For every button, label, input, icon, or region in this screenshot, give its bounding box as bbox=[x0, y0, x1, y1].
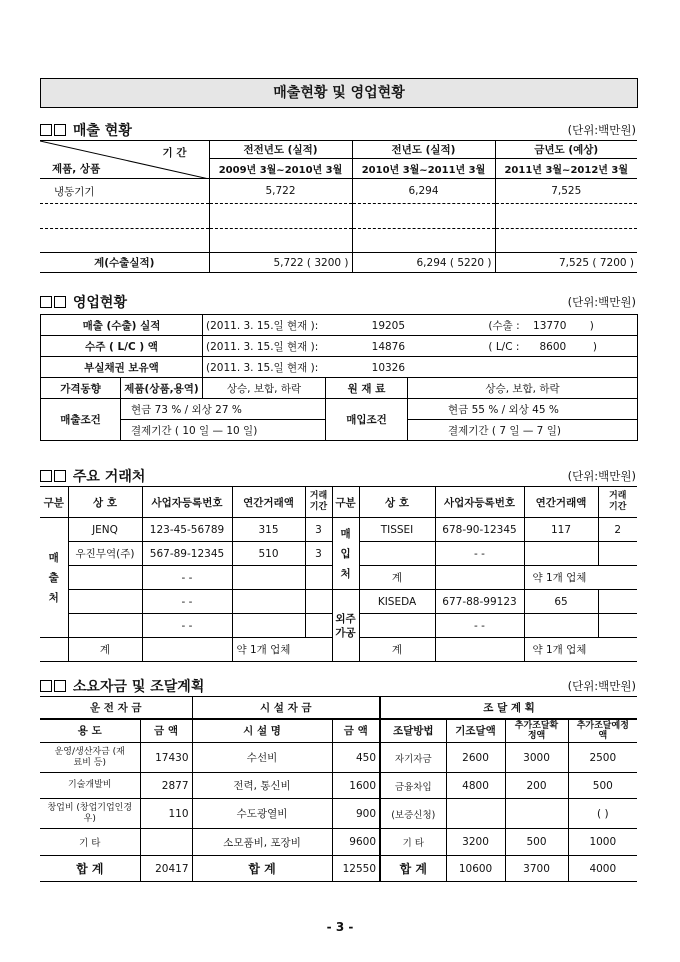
checkbox-icon bbox=[54, 296, 66, 308]
planned-amount: 500 bbox=[568, 773, 637, 799]
product-trend: 상승, 보합, 하락 bbox=[203, 378, 326, 399]
partner-name bbox=[359, 542, 435, 566]
sales-result-row bbox=[203, 315, 638, 336]
sales-total-label: 계 bbox=[68, 638, 142, 662]
partner-period: 3 bbox=[305, 542, 332, 566]
checkbox-icon bbox=[40, 470, 52, 482]
facility-amount: 450 bbox=[332, 743, 380, 773]
sales-result-label: 매출 (수출) 실적 bbox=[41, 315, 203, 336]
price-trend-label: 가격동향 bbox=[41, 378, 121, 399]
procurement-plan-header: 조 달 계 획 bbox=[380, 697, 637, 719]
sales-heading-text: 매출 현황 bbox=[72, 123, 132, 139]
use-header: 용 도 bbox=[40, 719, 140, 743]
partner-regno: - - bbox=[435, 614, 524, 638]
funding-heading bbox=[40, 676, 204, 696]
method-name: (보증신청) bbox=[380, 799, 446, 829]
funding-heading-text: 소요자금 및 조달계획 bbox=[72, 679, 205, 695]
method-header: 조달방법 bbox=[380, 719, 446, 743]
facility-amount: 9600 bbox=[332, 829, 380, 856]
use-name: 기술개발비 bbox=[40, 773, 140, 799]
sales-value: 5,722 bbox=[209, 179, 352, 204]
purchase-total: 약 1개 업체 bbox=[524, 566, 637, 590]
purchase-payment-period: 결제기간 ( 7 일 — 7 일) bbox=[408, 420, 638, 441]
partner-annual bbox=[232, 566, 305, 590]
f-amount-header: 금 액 bbox=[332, 719, 380, 743]
partner-name bbox=[359, 614, 435, 638]
sales-heading bbox=[40, 120, 132, 140]
checkbox-icon bbox=[54, 680, 66, 692]
partner-period bbox=[598, 542, 637, 566]
sales-diagonal-header bbox=[40, 141, 209, 179]
name-header: 상 호 bbox=[359, 487, 435, 518]
partner-regno: 678-90-12345 bbox=[435, 518, 524, 542]
col-header: 전년도 (실적) bbox=[352, 141, 495, 159]
planned-amount: 2500 bbox=[568, 743, 637, 773]
funding-unit: (단위:백만원) bbox=[567, 679, 636, 693]
use-amount: 2877 bbox=[140, 773, 192, 799]
facility-total: 12550 bbox=[332, 856, 380, 882]
purchase-cash-ratio: 현금 55 % / 외상 45 % bbox=[408, 399, 638, 420]
bad-debt-value: 10326 bbox=[371, 361, 406, 374]
use-total: 20417 bbox=[140, 856, 192, 882]
method-name: 기 타 bbox=[380, 829, 446, 856]
facility-name: 소모품비, 포장비 bbox=[192, 829, 332, 856]
business-table bbox=[40, 314, 638, 441]
partner-name bbox=[68, 590, 142, 614]
export-label: (수출 : bbox=[488, 319, 520, 332]
method-total-label: 합 계 bbox=[380, 856, 446, 882]
business-heading-text: 영업현황 bbox=[72, 295, 127, 311]
page-title: 매출현황 및 영업현황 bbox=[40, 78, 638, 108]
purchase-terms-label: 매입조건 bbox=[326, 399, 408, 441]
use-name: 기 타 bbox=[40, 829, 140, 856]
col-range: 2009년 3월~2010년 3월 bbox=[209, 159, 352, 179]
period-header: 거래기간 bbox=[598, 487, 637, 518]
use-amount: 17430 bbox=[140, 743, 192, 773]
regno-header: 사업자등록번호 bbox=[142, 487, 232, 518]
partners-unit: (단위:백만원) bbox=[567, 469, 636, 483]
partner-period bbox=[305, 590, 332, 614]
partner-regno: - - bbox=[142, 614, 232, 638]
order-label: 수주 ( L/C ) 액 bbox=[41, 336, 203, 357]
partner-period bbox=[598, 614, 637, 638]
partners-table bbox=[40, 486, 637, 662]
lc-close: ) bbox=[592, 340, 597, 353]
sales-total: 7,525 ( 7200 ) bbox=[559, 256, 634, 269]
bad-debt-label: 부실채권 보유액 bbox=[41, 357, 203, 378]
partner-annual bbox=[524, 614, 598, 638]
sales-total: 6,294 ( 5220 ) bbox=[352, 253, 495, 273]
as-of-date: (2011. 3. 15.일 현재 ): bbox=[206, 340, 319, 353]
lc-value: 8600 bbox=[539, 340, 567, 353]
partner-regno: 677-88-99123 bbox=[435, 590, 524, 614]
as-of-date: (2011. 3. 15.일 현재 ): bbox=[206, 361, 319, 374]
raised-header: 기조달액 bbox=[446, 719, 505, 743]
product-label: 제품, 상품 bbox=[52, 163, 101, 175]
period-label: 기 간 bbox=[162, 147, 187, 159]
period-header: 거래기간 bbox=[305, 487, 332, 518]
sales-partner-total: 약 1개 업체 bbox=[232, 638, 332, 662]
material-trend: 상승, 보합, 하락 bbox=[408, 378, 638, 399]
div-header: 구분 bbox=[40, 487, 68, 518]
funding-total-label: 합 계 bbox=[40, 856, 140, 882]
export-close: ) bbox=[589, 319, 594, 332]
confirmed-amount: 3000 bbox=[505, 743, 568, 773]
total-label: 계(수출실적) bbox=[40, 253, 209, 273]
outsource-label: 외주가공 bbox=[332, 590, 359, 662]
facility-amount: 1600 bbox=[332, 773, 380, 799]
confirmed-amount: 500 bbox=[505, 829, 568, 856]
partner-name: 우진무역(주) bbox=[68, 542, 142, 566]
partner-name: KISEDA bbox=[359, 590, 435, 614]
lc-label: ( L/C : bbox=[488, 340, 520, 353]
planned-amount: 1000 bbox=[568, 829, 637, 856]
funding-table bbox=[40, 696, 637, 882]
amount-header: 금 액 bbox=[140, 719, 192, 743]
use-name: 운영/생산자금 (재료비 등) bbox=[40, 743, 140, 773]
partner-period bbox=[305, 614, 332, 638]
partner-regno: - - bbox=[435, 542, 524, 566]
checkbox-icon bbox=[40, 296, 52, 308]
facility-name: 수도광열비 bbox=[192, 799, 332, 829]
confirmed-total: 3700 bbox=[505, 856, 568, 882]
sales-value: 7,525 bbox=[495, 179, 637, 204]
confirmed-amount: 200 bbox=[505, 773, 568, 799]
partner-name bbox=[68, 614, 142, 638]
confirmed-amount bbox=[505, 799, 568, 829]
col-header: 전전년도 (실적) bbox=[209, 141, 352, 159]
partner-period bbox=[305, 566, 332, 590]
sales-unit: (단위:백만원) bbox=[567, 123, 636, 137]
confirmed-header: 추가조달확정액 bbox=[505, 719, 568, 743]
planned-amount: ( ) bbox=[568, 799, 637, 829]
use-amount bbox=[140, 829, 192, 856]
checkbox-icon bbox=[40, 680, 52, 692]
annual-header: 연간거래액 bbox=[524, 487, 598, 518]
sales-value: 6,294 bbox=[352, 179, 495, 204]
partner-annual: 315 bbox=[232, 518, 305, 542]
checkbox-icon bbox=[54, 124, 66, 136]
partner-period: 3 bbox=[305, 518, 332, 542]
partner-name: TISSEI bbox=[359, 518, 435, 542]
sales-table bbox=[40, 140, 637, 273]
col-header: 금년도 (예상) bbox=[495, 141, 637, 159]
checkbox-icon bbox=[54, 470, 66, 482]
facility-name: 전력, 통신비 bbox=[192, 773, 332, 799]
working-capital-header: 운 전 자 금 bbox=[40, 697, 192, 719]
page-number: - 3 - bbox=[326, 920, 354, 934]
facility-capital-header: 시 설 자 금 bbox=[192, 697, 380, 719]
product-service-label: 제품(상품,용역) bbox=[121, 378, 203, 399]
material-label: 원 재 료 bbox=[326, 378, 408, 399]
export-value: 13770 bbox=[533, 319, 567, 332]
checkbox-icon bbox=[40, 124, 52, 136]
method-name: 자기자금 bbox=[380, 743, 446, 773]
partner-regno: - - bbox=[142, 566, 232, 590]
use-amount: 110 bbox=[140, 799, 192, 829]
purchase-total-label: 계 bbox=[359, 566, 435, 590]
business-heading bbox=[40, 292, 127, 312]
facility-total-label: 합 계 bbox=[192, 856, 332, 882]
partner-name: JENQ bbox=[68, 518, 142, 542]
raised-amount: 3200 bbox=[446, 829, 505, 856]
raised-amount: 2600 bbox=[446, 743, 505, 773]
order-row bbox=[203, 336, 638, 357]
partner-annual bbox=[232, 614, 305, 638]
planned-total: 4000 bbox=[568, 856, 637, 882]
partner-annual: 117 bbox=[524, 518, 598, 542]
sales-cash-ratio: 현금 73 % / 외상 27 % bbox=[121, 399, 326, 420]
sales-payment-period: 결제기간 ( 10 일 — 10 일) bbox=[121, 420, 326, 441]
business-unit: (단위:백만원) bbox=[567, 295, 636, 309]
facility-name: 수선비 bbox=[192, 743, 332, 773]
sales-total: 5,722 ( 3200 ) bbox=[209, 253, 352, 273]
partner-name bbox=[68, 566, 142, 590]
col-range: 2011년 3월~2012년 3월 bbox=[495, 159, 637, 179]
partner-regno: 567-89-12345 bbox=[142, 542, 232, 566]
partner-period bbox=[598, 590, 637, 614]
regno-header: 사업자등록번호 bbox=[435, 487, 524, 518]
facility-header: 시 설 명 bbox=[192, 719, 332, 743]
sales-terms-label: 매출조건 bbox=[41, 399, 121, 441]
partner-regno: 123-45-56789 bbox=[142, 518, 232, 542]
partners-heading-text: 주요 거래처 bbox=[72, 469, 146, 485]
partners-heading bbox=[40, 466, 145, 486]
annual-header: 연간거래액 bbox=[232, 487, 305, 518]
order-value: 14876 bbox=[371, 340, 406, 353]
outsource-total-label: 계 bbox=[359, 638, 435, 662]
partner-annual: 65 bbox=[524, 590, 598, 614]
partner-annual bbox=[232, 590, 305, 614]
as-of-date: (2011. 3. 15.일 현재 ): bbox=[206, 319, 319, 332]
sales-result-value: 19205 bbox=[371, 319, 406, 332]
planned-header: 추가조달예정액 bbox=[568, 719, 637, 743]
use-name: 창업비 (창업기업인경우) bbox=[40, 799, 140, 829]
col-range: 2010년 3월~2011년 3월 bbox=[352, 159, 495, 179]
div-header: 구분 bbox=[332, 487, 359, 518]
raised-amount bbox=[446, 799, 505, 829]
partner-period: 2 bbox=[598, 518, 637, 542]
purchase-partners-label: 매입처 bbox=[332, 518, 359, 590]
sales-partners-label: 매출처 bbox=[40, 518, 68, 638]
facility-amount: 900 bbox=[332, 799, 380, 829]
name-header: 상 호 bbox=[68, 487, 142, 518]
method-name: 금융차입 bbox=[380, 773, 446, 799]
partner-annual: 510 bbox=[232, 542, 305, 566]
raised-amount: 4800 bbox=[446, 773, 505, 799]
partner-regno: - - bbox=[142, 590, 232, 614]
raised-total: 10600 bbox=[446, 856, 505, 882]
partner-annual bbox=[524, 542, 598, 566]
outsource-total: 약 1개 업체 bbox=[524, 638, 637, 662]
bad-debt-row bbox=[203, 357, 638, 378]
product-name: 냉동기기 bbox=[40, 179, 209, 204]
